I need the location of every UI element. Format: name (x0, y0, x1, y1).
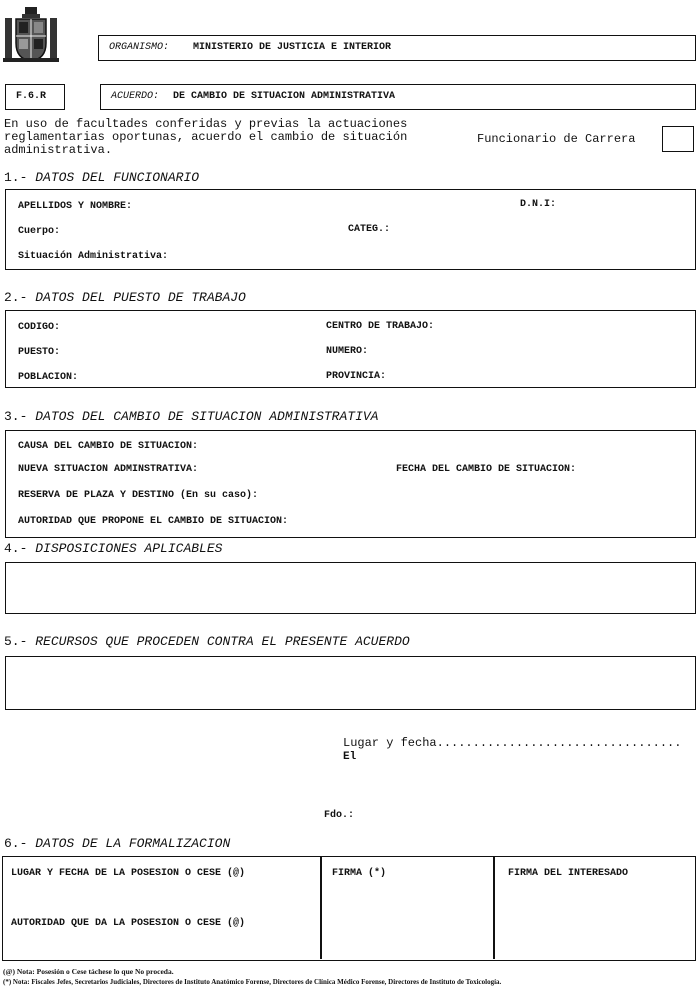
section-6-heading: 6.- DATOS DE LA FORMALIZACION (4, 836, 231, 851)
cuerpo-field[interactable]: Cuerpo: (18, 226, 61, 237)
section-1-heading: 1.- DATOS DEL FUNCIONARIO (4, 170, 200, 185)
coat-of-arms-icon (2, 4, 60, 66)
acuerdo-label: ACUERDO: (111, 91, 160, 102)
organismo-value: MINISTERIO DE JUSTICIA E INTERIOR (193, 42, 392, 53)
reserva-field[interactable]: RESERVA DE PLAZA Y DESTINO (En su caso): (18, 490, 259, 501)
fecha-cambio-field[interactable]: FECHA DEL CAMBIO DE SITUACION: (396, 464, 577, 475)
note-2: (*) Nota: Fiscales Jefes, Secretarios Judiciales, Directores de Instituto Anatómico Forense, Directores de Clínica Médico Forense, Directores de Instituto de Toxicología. (3, 978, 502, 986)
lugar-posesion-field[interactable]: LUGAR Y FECHA DE LA POSESION O CESE (@) (11, 868, 246, 879)
centro-field[interactable]: CENTRO DE TRABAJO: (326, 321, 435, 332)
formalizacion-divider-2 (493, 857, 495, 959)
form-code-box (5, 84, 65, 110)
firma-field[interactable]: FIRMA (*) (332, 868, 387, 879)
lugar-fecha-line: Lugar y fecha.................................. (343, 736, 682, 750)
form-code: F.6.R (16, 91, 47, 102)
apellidos-field[interactable]: APELLIDOS Y NOMBRE: (18, 201, 133, 212)
puesto-box (5, 310, 696, 388)
formalizacion-box (2, 856, 696, 961)
intro-line-3: administrativa. (4, 143, 113, 157)
intro-line-1: En uso de facultades conferidas y previas la actuaciones (4, 117, 408, 131)
acuerdo-value: DE CAMBIO DE SITUACION ADMINISTRATIVA (173, 91, 396, 102)
organismo-box (98, 35, 696, 61)
firma-interesado-field[interactable]: FIRMA DEL INTERESADO (508, 868, 629, 879)
disposiciones-box[interactable] (5, 562, 696, 614)
formalizacion-divider-1 (320, 857, 322, 959)
fdo-label: Fdo.: (324, 810, 355, 821)
section-5-heading: 5.- RECURSOS QUE PROCEDEN CONTRA EL PRESENTE ACUERDO (4, 634, 410, 649)
funcionario-carrera-checkbox[interactable] (662, 126, 694, 152)
checkbox-label: Funcionario de Carrera (477, 132, 636, 146)
categ-field[interactable]: CATEG.: (348, 224, 391, 235)
provincia-field[interactable]: PROVINCIA: (326, 371, 387, 382)
nueva-situacion-field[interactable]: NUEVA SITUACION ADMINSTRATIVA: (18, 464, 199, 475)
cambio-box (5, 430, 696, 538)
puesto-field[interactable]: PUESTO: (18, 347, 61, 358)
recursos-box[interactable] (5, 656, 696, 710)
autoridad-posesion-field[interactable]: AUTORIDAD QUE DA LA POSESION O CESE (@) (11, 918, 246, 929)
autoridad-propone-field[interactable]: AUTORIDAD QUE PROPONE EL CAMBIO DE SITUACION: (18, 516, 289, 527)
el-label: El (343, 751, 357, 763)
note-1: (@) Nota: Posesión o Cese táchese lo que No proceda. (3, 967, 174, 976)
section-3-heading: 3.- DATOS DEL CAMBIO DE SITUACION ADMINISTRATIVA (4, 409, 379, 424)
dni-field[interactable]: D.N.I: (520, 199, 557, 210)
section-2-heading: 2.- DATOS DEL PUESTO DE TRABAJO (4, 290, 246, 305)
intro-line-2: reglamentarias oportunas, acuerdo el cambio de situación (4, 130, 408, 144)
acuerdo-box (100, 84, 696, 110)
section-4-heading: 4.- DISPOSICIONES APLICABLES (4, 541, 223, 556)
intro-paragraph (4, 118, 407, 157)
organismo-label: ORGANISMO: (109, 42, 170, 53)
causa-field[interactable]: CAUSA DEL CAMBIO DE SITUACION: (18, 441, 199, 452)
situacion-field[interactable]: Situación Administrativa: (18, 251, 169, 262)
poblacion-field[interactable]: POBLACION: (18, 372, 79, 383)
codigo-field[interactable]: CODIGO: (18, 322, 61, 333)
funcionario-box (5, 189, 696, 270)
numero-field[interactable]: NUMERO: (326, 346, 369, 357)
